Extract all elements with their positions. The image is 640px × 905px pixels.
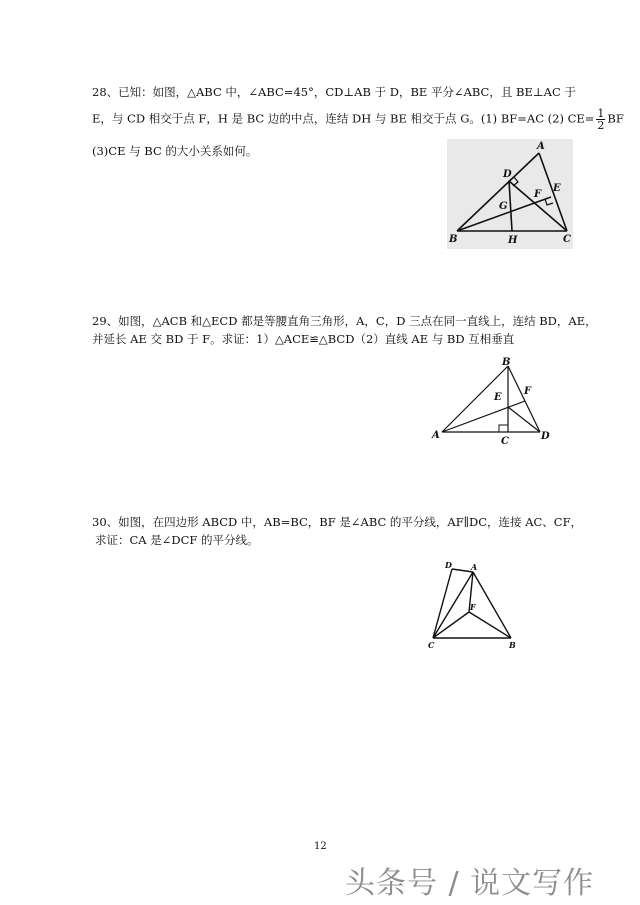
fraction-denominator: 2 [597, 119, 605, 132]
problem-29-line-1: 29、如图，△ACB 和△ECD 都是等腰直角三角形，A，C，D 三点在同一直线上，连结 BD，AE， [92, 314, 597, 328]
problem-28-line-3: (3)CE 与 BC 的大小关系如何。 [92, 144, 258, 158]
right-angle-E [545, 199, 553, 205]
segment-DH [509, 181, 512, 231]
right-angle-C [499, 425, 508, 432]
problem-28-line-2-end: BF [607, 111, 624, 126]
segment-ED [508, 407, 540, 432]
label-A: A [471, 562, 478, 572]
label-D: D [541, 431, 550, 442]
problem-29-line-2: 并延长 AE 交 BD 于 F。求证：1）△ACE≌△BCD（2）直线 AE 与 BD 互相垂直 [92, 332, 515, 346]
segment-CA [433, 572, 473, 638]
figure-28 [447, 139, 573, 249]
label-C: C [428, 640, 435, 650]
figure-30 [425, 558, 525, 654]
problem-30-line-1: 30、如图，在四边形 ABCD 中，AB=BC，BF 是∠ABC 的平分线，AF∥DC，连接 AC、CF， [92, 515, 583, 529]
figure-29 [428, 352, 558, 448]
segment-BD [508, 366, 540, 432]
segment-BA [457, 153, 539, 231]
page-number: 12 [314, 841, 327, 852]
fraction-numerator: 1 [597, 107, 605, 120]
label-B: B [449, 234, 458, 245]
problem-30-line-2: 求证：CA 是∠DCF 的平分线。 [95, 533, 259, 547]
label-D: D [503, 169, 512, 180]
label-E: E [494, 392, 502, 403]
label-F: F [470, 602, 476, 612]
label-H: H [508, 235, 518, 246]
segment-AB [473, 572, 511, 638]
label-B: B [502, 357, 511, 368]
label-C: C [501, 436, 509, 447]
fraction-one-half [596, 108, 605, 131]
label-F: F [534, 189, 542, 200]
label-G: G [499, 201, 508, 212]
watermark: 头条号 / 说文写作 [345, 866, 595, 901]
segment-AF [442, 401, 525, 432]
problem-28-line-1: 28、已知：如图，△ABC 中，∠ABC=45°，CD⊥AB 于 D，BE 平分∠ABC，且 BE⊥AC 于 [92, 85, 576, 99]
label-A: A [537, 141, 545, 152]
label-F: F [524, 386, 532, 397]
problem-28-line-2-text: E，与 CD 相交于点 F，H 是 BC 边的中点，连结 DH 与 BE 相交于点 G。(1) BF=AC (2) CE= [92, 111, 595, 126]
label-C: C [563, 234, 571, 245]
segment-DA [452, 569, 473, 572]
label-A: A [432, 430, 440, 441]
segment-BF [469, 612, 511, 638]
segment-CD [433, 569, 452, 638]
problem-28-line-2 [92, 108, 624, 131]
label-B: B [509, 640, 516, 650]
label-D: D [445, 560, 452, 570]
label-E: E [553, 183, 561, 194]
